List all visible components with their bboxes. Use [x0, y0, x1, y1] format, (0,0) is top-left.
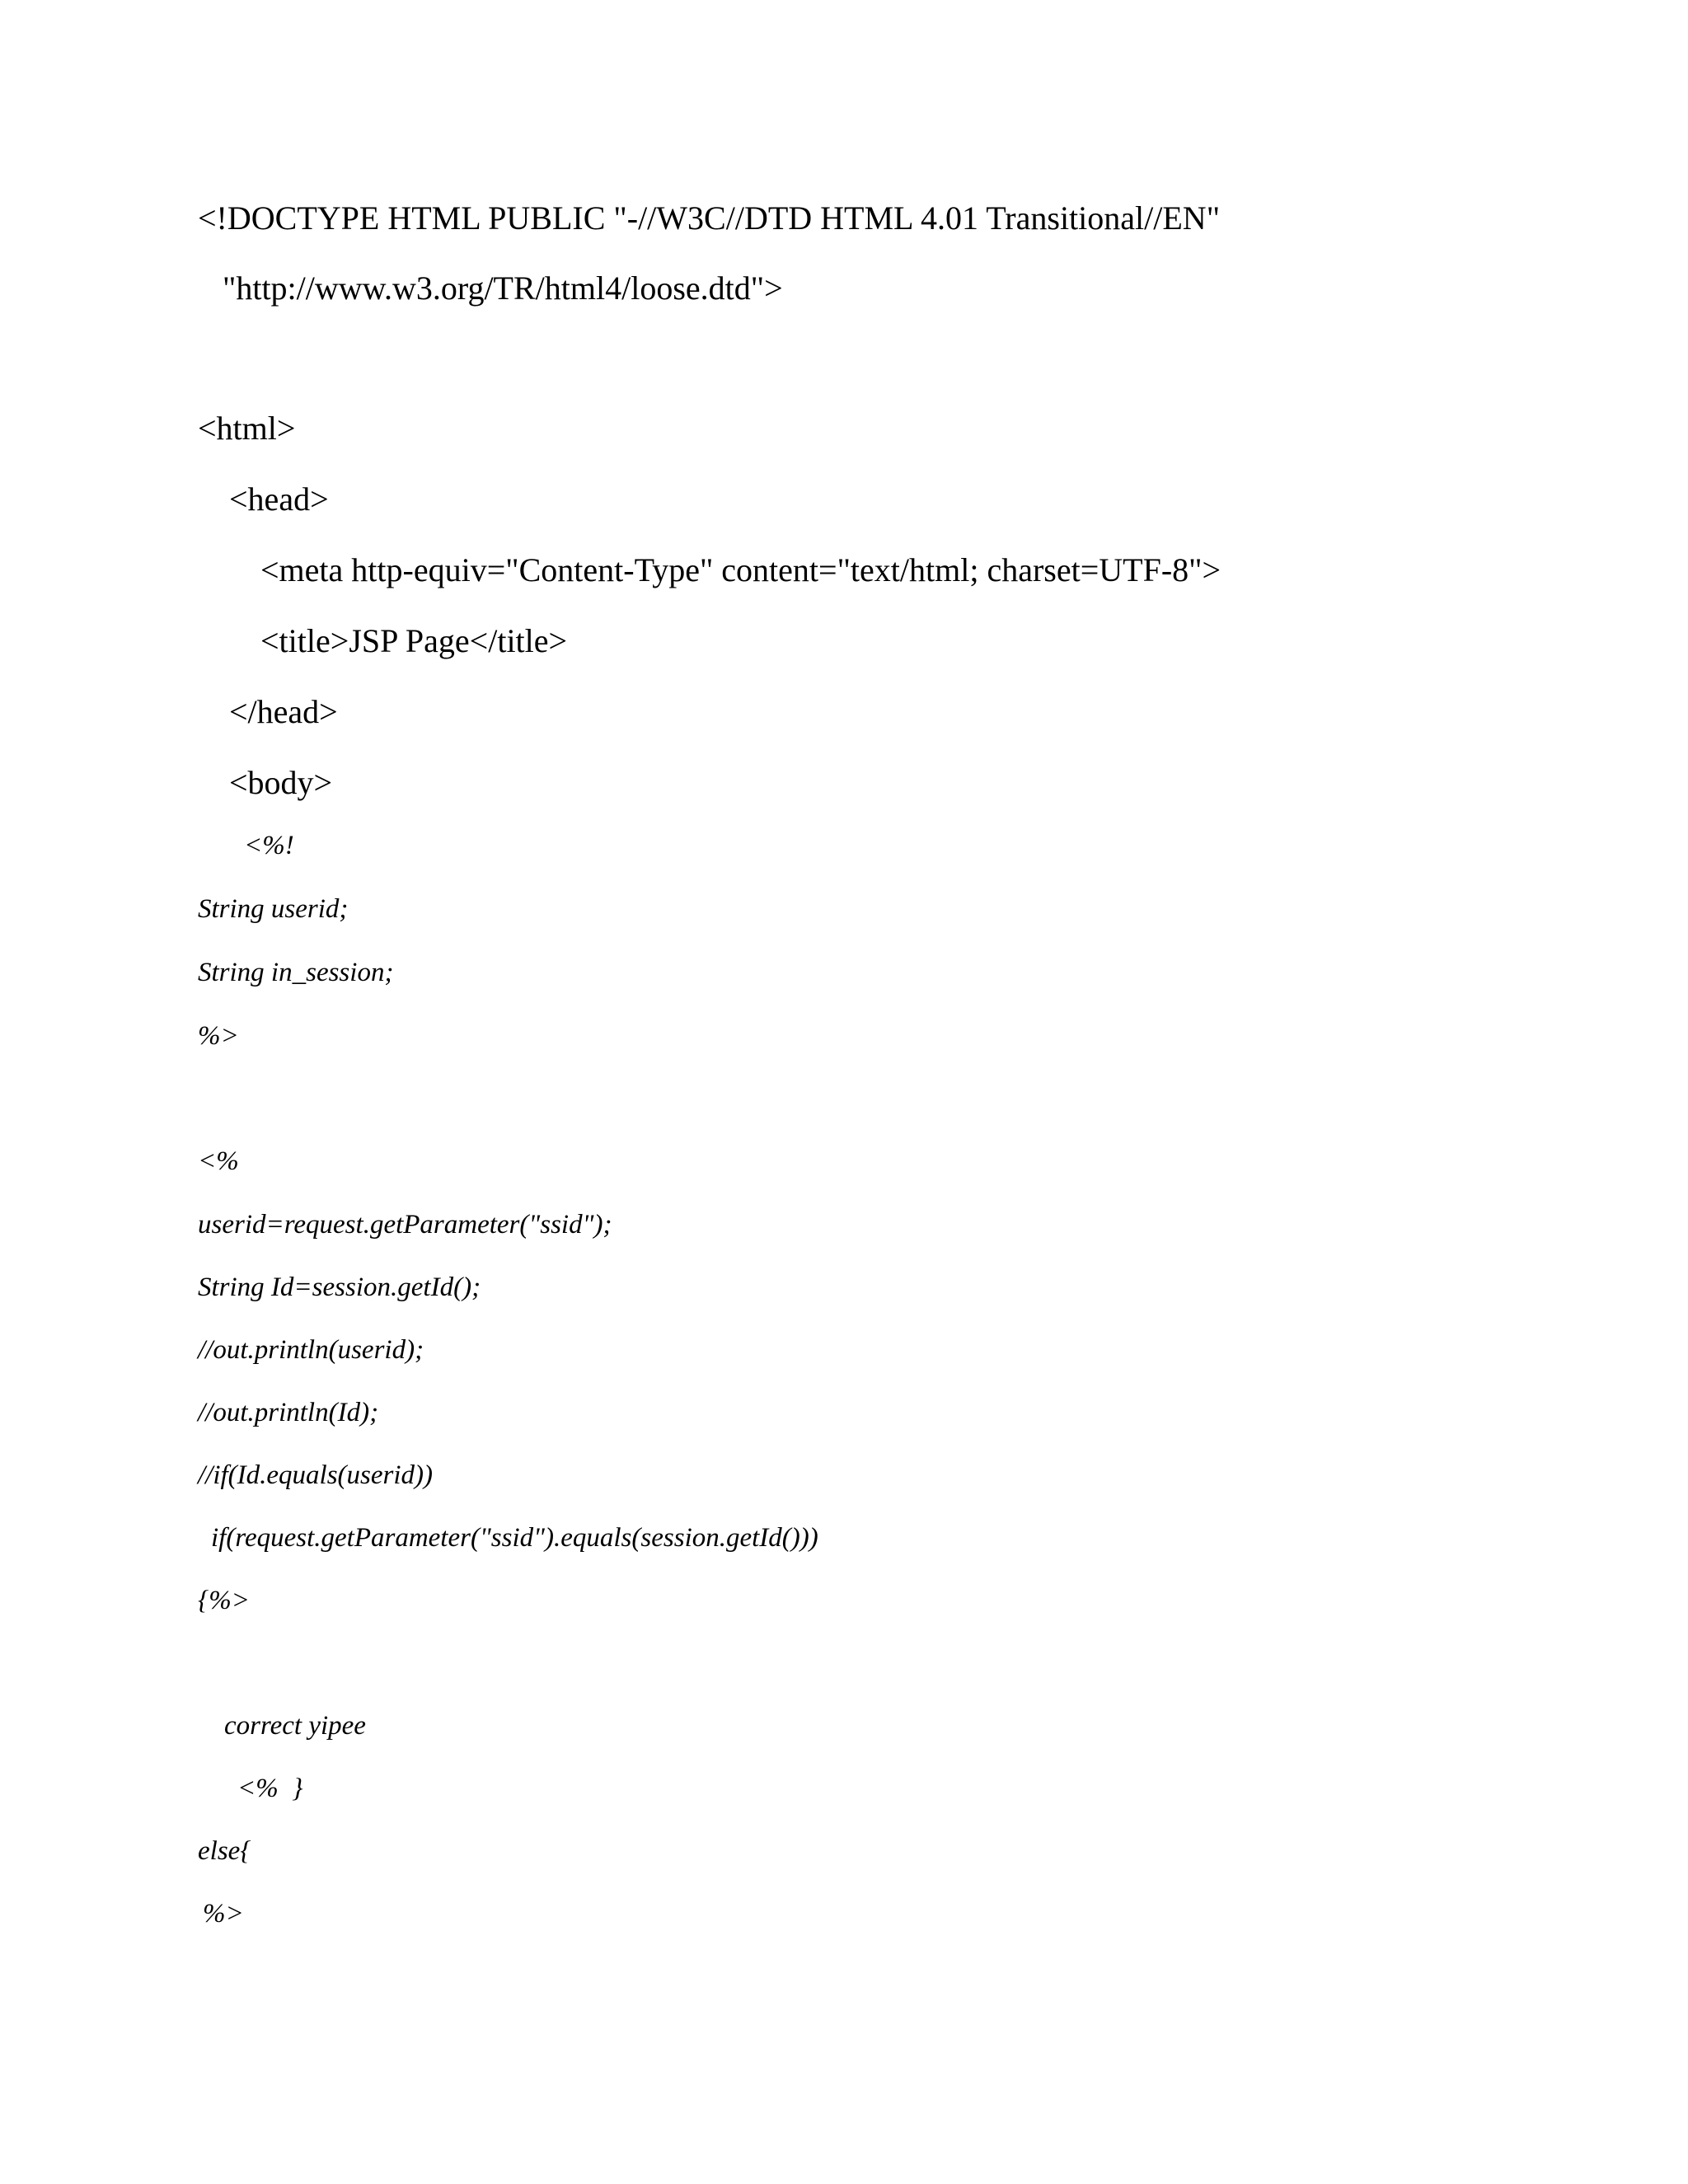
code-line: String Id=session.getId(); [198, 1272, 481, 1302]
title-line: <title>JSP Page</title> [260, 622, 568, 659]
html-open-line: <html> [198, 410, 296, 447]
code-line: //if(Id.equals(userid)) [198, 1460, 434, 1490]
declaration-open-line: <%! [244, 831, 294, 860]
code-line: if(request.getParameter("ssid").equals(session.getId())) [211, 1523, 818, 1553]
code-line: <% } [237, 1774, 303, 1803]
code-line: //out.println(Id); [198, 1398, 379, 1427]
declaration-close-line: %> [198, 1021, 239, 1051]
dtd-url-line: "http://www.w3.org/TR/html4/loose.dtd"> [223, 269, 783, 307]
code-line: {%> [198, 1586, 250, 1615]
scriptlet-open-line: <% [198, 1146, 239, 1176]
body-open-line: <body> [229, 764, 333, 801]
code-line: else{ [198, 1836, 251, 1866]
code-line: %> [203, 1899, 244, 1929]
head-close-line: </head> [229, 693, 338, 730]
code-line: String userid; [198, 894, 349, 924]
code-line: String in_session; [198, 958, 394, 987]
body-text-line: correct yipee [224, 1711, 366, 1741]
meta-line: <meta http-equiv="Content-Type" content="text/html; charset=UTF-8"> [260, 551, 1221, 588]
head-open-line: <head> [229, 480, 329, 518]
code-line: //out.println(userid); [198, 1335, 424, 1365]
doctype-line: <!DOCTYPE HTML PUBLIC "-//W3C//DTD HTML 4.01 Transitional//EN" [198, 199, 1221, 237]
code-line: userid=request.getParameter("ssid"); [198, 1210, 612, 1240]
